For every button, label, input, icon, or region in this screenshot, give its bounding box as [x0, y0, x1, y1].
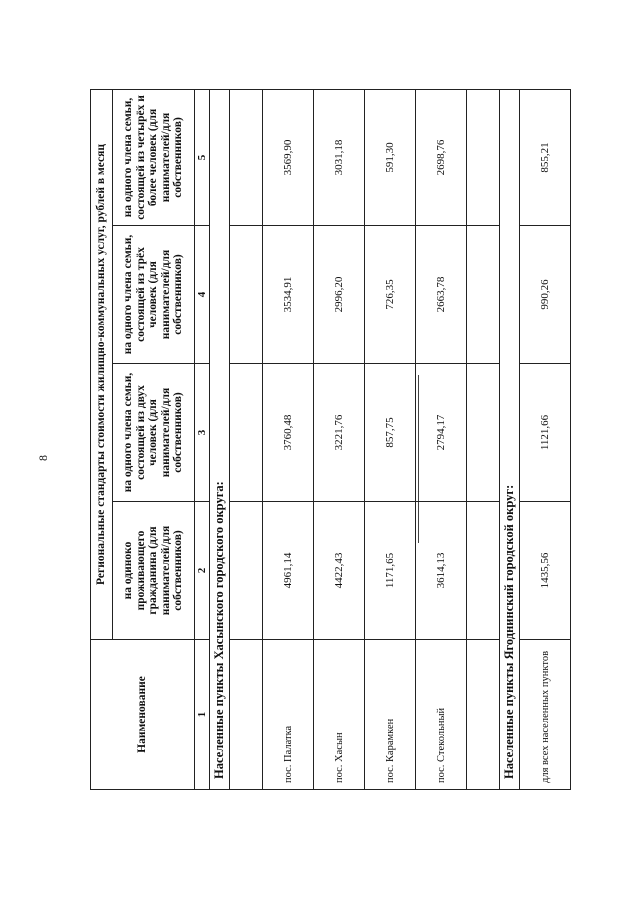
row-name: пос. Карамкен — [365, 640, 416, 790]
row-value: 2794,17 — [416, 364, 467, 502]
column-header: на одного члена семьи, состоящей из двух человек (для нанимателей/для собственников) — [113, 364, 195, 502]
section-title: Населенные пункты Ягоднинский городской округ: — [500, 89, 520, 789]
empty-cell — [230, 89, 263, 225]
table-row — [520, 89, 571, 789]
column-number: 4 — [195, 226, 210, 364]
empty-row — [230, 89, 263, 789]
row-value: 857,75 — [365, 364, 416, 502]
empty-cell — [467, 226, 500, 364]
row-value: 1121,66 — [520, 364, 571, 502]
table-row — [263, 89, 314, 789]
row-name: пос. Хасын — [314, 640, 365, 790]
section-row — [500, 89, 520, 789]
row-value: 3614,13 — [416, 502, 467, 640]
section-row — [210, 89, 230, 789]
row-name: для всех населенных пунктов — [520, 640, 571, 790]
empty-cell — [467, 89, 500, 225]
header-group: Региональные стандарты стоимости жилищно-коммунальных услуг, рублей в месяц — [91, 89, 113, 639]
row-name: пос. Палатка — [263, 640, 314, 790]
empty-cell — [467, 502, 500, 640]
row-value: 726,35 — [365, 226, 416, 364]
row-value: 3031,18 — [314, 89, 365, 225]
table-row — [314, 89, 365, 789]
table-row — [365, 89, 416, 789]
row-value: 1171,65 — [365, 502, 416, 640]
standards-table — [90, 89, 571, 790]
row-value: 3760,48 — [263, 364, 314, 502]
row-value: 2698,76 — [416, 89, 467, 225]
row-value: 4422,43 — [314, 502, 365, 640]
empty-cell — [230, 226, 263, 364]
table-row — [416, 89, 467, 789]
page-number: 8 — [36, 455, 50, 461]
column-number: 2 — [195, 502, 210, 640]
header-name: Наименование — [91, 640, 195, 790]
column-numbers-row — [195, 89, 210, 789]
row-value: 2663,78 — [416, 226, 467, 364]
column-header: на одного члена семьи, состоящей из четырёх и более человек (для нанимателей/для собственников) — [113, 89, 195, 225]
row-value: 855,21 — [520, 89, 571, 225]
empty-row — [467, 89, 500, 789]
row-value: 591,30 — [365, 89, 416, 225]
column-header: на одного члена семьи, состоящей из трёх человек (для нанимателей/для собственников) — [113, 226, 195, 364]
row-value: 990,26 — [520, 226, 571, 364]
column-header: на одиноко проживающего гражданина (для нанимателей/для собственников) — [113, 502, 195, 640]
row-value: 3534,91 — [263, 226, 314, 364]
empty-cell — [467, 364, 500, 502]
section-title: Населенные пункты Хасынского городского округа: — [210, 89, 230, 789]
rotated-table-wrapper — [90, 90, 551, 790]
row-name: пос. Стекольный — [416, 640, 467, 790]
empty-cell — [467, 640, 500, 790]
column-number: 3 — [195, 364, 210, 502]
column-number: 1 — [195, 640, 210, 790]
row-value: 1435,56 — [520, 502, 571, 640]
row-value: 2996,20 — [314, 226, 365, 364]
row-value: 4961,14 — [263, 502, 314, 640]
column-number: 5 — [195, 89, 210, 225]
row-value: 3221,76 — [314, 364, 365, 502]
empty-cell — [230, 502, 263, 640]
empty-cell — [230, 640, 263, 790]
row-value: 3569,90 — [263, 89, 314, 225]
empty-cell — [230, 364, 263, 502]
